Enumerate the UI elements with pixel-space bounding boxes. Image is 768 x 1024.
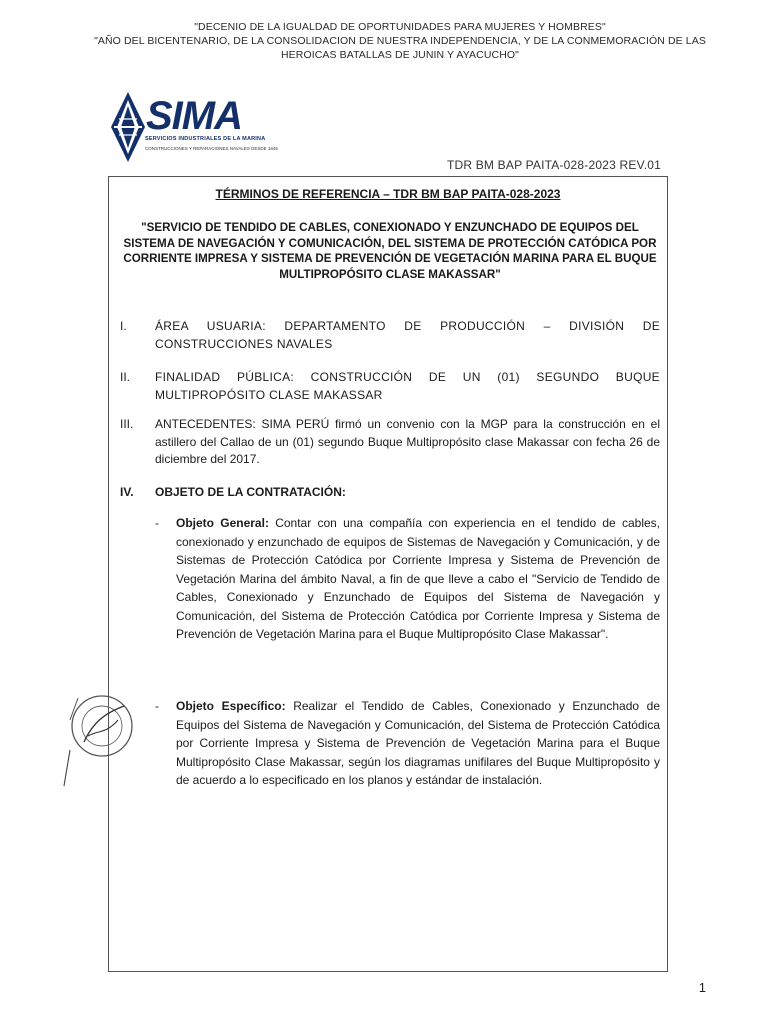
bullet-dash: - (155, 699, 159, 713)
bullet-label: Objeto Específico: (176, 699, 286, 713)
section-number: II. (120, 370, 131, 384)
stamp-seal-icon (60, 690, 140, 790)
section-heading: OBJETO DE LA CONTRATACIÓN: (155, 485, 346, 499)
bullet-dash: - (155, 516, 159, 530)
bullet-body: Contar con una compañía con experiencia en el tendido de cables, conexionado y enzunchado de equipos de Sistemas de Navegación y Comunicación, y de Sistemas de Protección Catódica por Corriente Impresa y Sistema de Prevención de Vegetación Marina del ámbito Naval, a fin de que lleve a cabo el "Servicio de Tendido de Cables, Conexionado y Enzunchado de Equipos del Sistema de Navegación y Comunicación, del Sistema de Protección Catódica por Corriente Impresa y Sistema de Prevención de Vegetación Marina para el Buque Multipropósito Clase Makassar". (176, 516, 660, 641)
bullet-objeto-general (155, 514, 660, 644)
bullet-label: Objeto General: (176, 516, 269, 530)
section-objeto-contratacion (120, 484, 660, 502)
section-number: I. (120, 319, 127, 333)
bullet-text (176, 514, 660, 644)
section-finalidad-publica (120, 369, 660, 404)
document-code: TDR BM BAP PAITA-028-2023 REV.01 (446, 158, 661, 172)
bullet-objeto-especifico (155, 697, 660, 790)
sima-emblem-icon (110, 92, 146, 162)
section-text: ANTECEDENTES: SIMA PERÚ firmó un convenio con la MGP para la construcción en el astillero del Callao de un (01) segundo Buque Multipropósito clase Makassar con fecha 26 de diciembre del 2017. (155, 417, 660, 466)
header-line-2: "AÑO DEL BICENTENARIO, DE LA CONSOLIDACION DE NUESTRA INDEPENDENCIA, Y DE LA CONMEMORACIÓN DE LAS (94, 35, 706, 47)
service-subject: "SERVICIO DE TENDIDO DE CABLES, CONEXIONADO Y ENZUNCHADO DE EQUIPOS DEL SISTEMA DE NAVEGACIÓN Y COMUNICACIÓN, DEL SISTEMA DE PROTECCIÓN CATÓDICA POR CORRIENTE IMPRESA Y SISTEMA DE PREVENCIÓN DE VEGETACIÓN MARINA PARA EL BUQUE MULTIPROPÓSITO CLASE MAKASSAR" (123, 221, 657, 281)
header-line-1: "DECENIO DE LA IGUALDAD DE OPORTUNIDADES PARA MUJERES Y HOMBRES" (194, 21, 606, 33)
document-title: TÉRMINOS DE REFERENCIA – TDR BM BAP PAITA-028-2023 (215, 187, 561, 201)
section-number: IV. (120, 485, 134, 499)
section-number: III. (120, 417, 134, 431)
page-number: 1 (698, 980, 706, 995)
logo-tagline: SERVICIOS INDUSTRIALES DE LA MARINA (145, 136, 266, 142)
page-header (70, 20, 730, 62)
section-text: ÁREA USUARIA: DEPARTAMENTO DE PRODUCCIÓN – DIVISIÓN DE CONSTRUCCIONES NAVALES (155, 319, 660, 351)
header-line-3: HEROICAS BATALLAS DE JUNIN Y AYACUCHO" (280, 49, 519, 61)
section-area-usuaria (120, 318, 660, 353)
section-antecedentes (120, 416, 660, 469)
section-text: FINALIDAD PÚBLICA: CONSTRUCCIÓN DE UN (01) SEGUNDO BUQUE MULTIPROPÓSITO CLASE MAKASSAR (155, 370, 660, 402)
bullet-text (176, 697, 660, 790)
sima-logo (110, 92, 278, 162)
official-stamp (60, 690, 140, 790)
logo-subtag: CONSTRUCCIONES Y REPARACIONES NAVALES DESDE 1845 (145, 146, 278, 151)
bullet-body: Realizar el Tendido de Cables, Conexionado y Enzunchado de Equipos del Sistema de Navegación y Comunicación, del Sistema de Protección Catódica por Corriente Impresa y Sistema de Prevención de Vegetación Marina para el Buque Multipropósito Clase Makassar, según los diagramas unifilares del Buque Multipropósito y de acuerdo a lo especificado en los planos y estándar de instalación. (176, 699, 660, 787)
logo-wordmark: SIMA (146, 94, 242, 138)
